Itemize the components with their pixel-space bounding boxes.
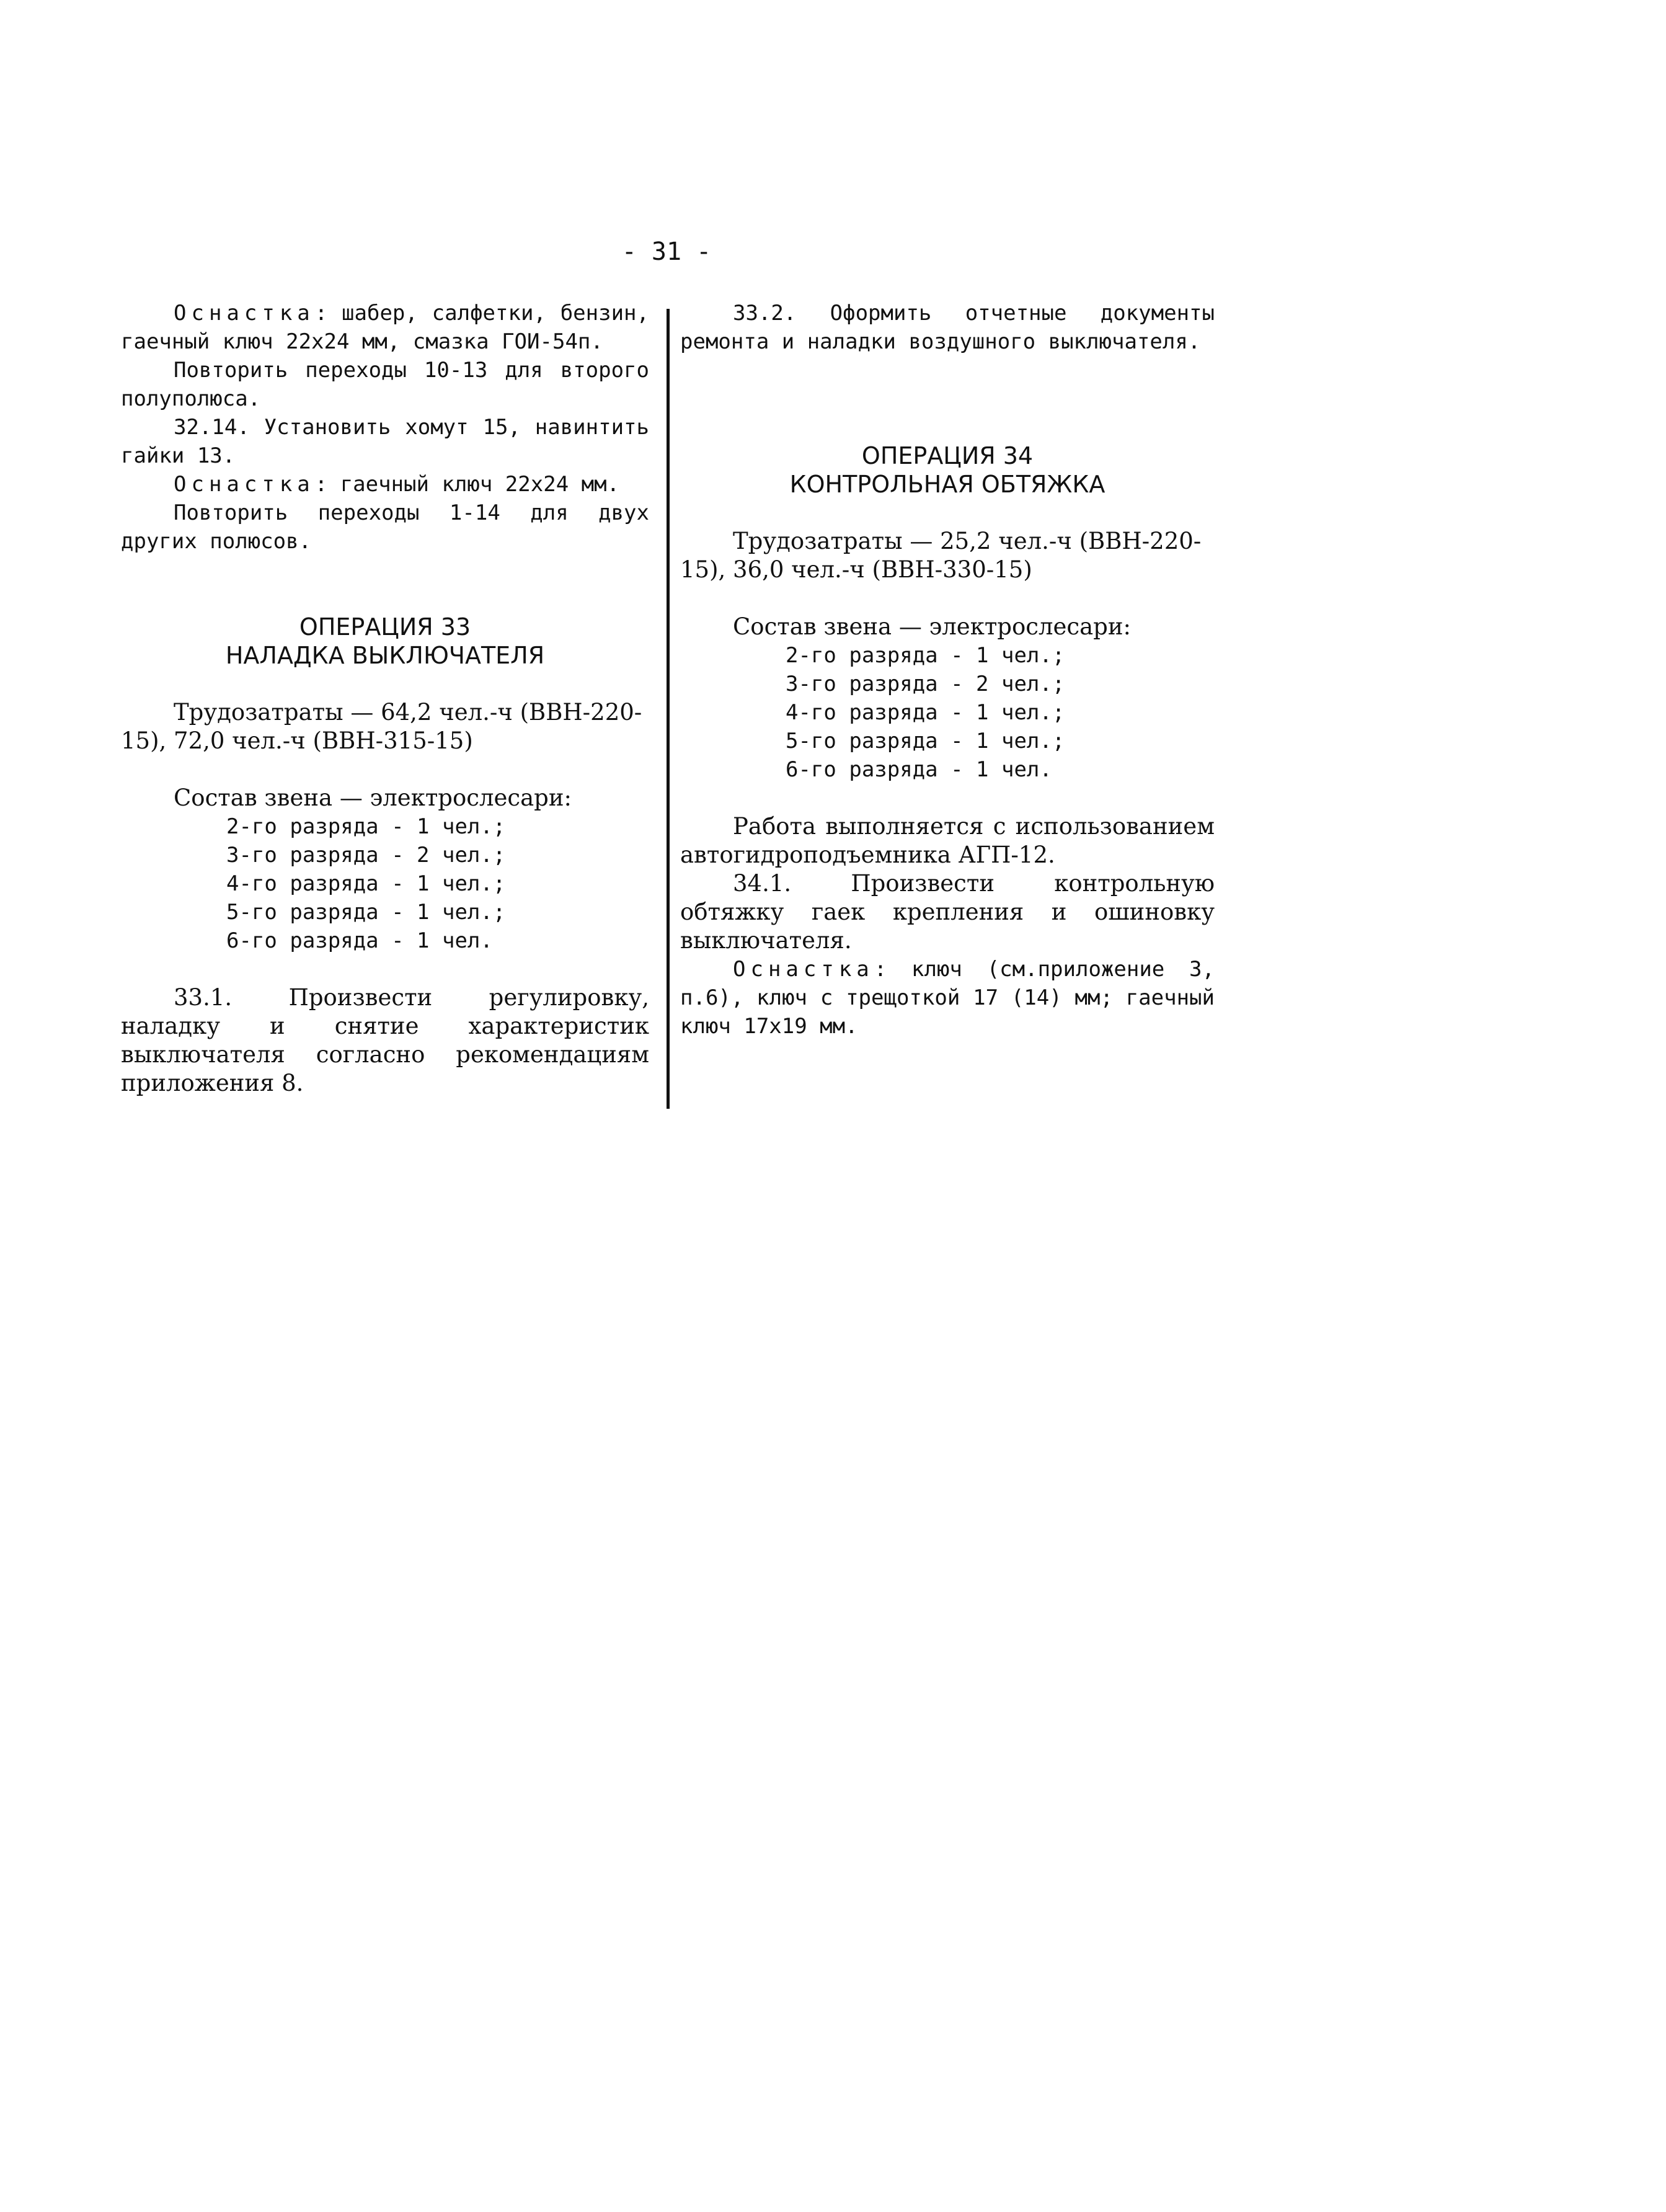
crew-rank-5: 5-го разряда - 1 чел.; [786, 729, 1065, 753]
crew-intro-34: Состав звена — электрослесари: [733, 613, 1131, 640]
tooling-text: : ключ (см.приложение 3, п.6), ключ с трещоткой 17 (14) мм; гаечный ключ 17х19 мм. [680, 957, 1215, 1039]
operation-33-subtitle: НАЛАДКА ВЫКЛЮЧАТЕЛЯ [225, 642, 545, 669]
crew-rank-6: 6-го разряда - 1 чел. [226, 928, 493, 953]
tooling-text: : шабер, салфетки, бензин, гаечный ключ 22х24 мм, смазка ГОИ-54п. [121, 301, 649, 354]
labor-costs-34: Трудозатраты — 25,2 чел.-ч (ВВН-220-15), 36,0 чел.-ч (ВВН-330-15) [680, 528, 1202, 583]
operation-34-subtitle: КОНТРОЛЬНАЯ ОБТЯЖКА [789, 471, 1105, 498]
crew-rank-2: 2-го разряда - 1 чел.; [786, 643, 1065, 668]
tooling-paragraph [121, 299, 649, 356]
step-32-14: 32.14. Установить хомут 15, навинтить гайки 13. [121, 415, 649, 468]
left-column [121, 299, 649, 1098]
page-number: - 31 - [621, 238, 712, 266]
crew-rank-5: 5-го разряда - 1 чел.; [226, 900, 506, 925]
tooling-label: Оснастка [174, 472, 315, 497]
crew-rank-4: 4-го разряда - 1 чел.; [786, 700, 1065, 725]
tooling-paragraph-34 [680, 955, 1215, 1041]
labor-costs-33: Трудозатраты — 64,2 чел.-ч (ВВН-220-15), 72,0 чел.-ч (ВВН-315-15) [121, 699, 642, 754]
tooling-paragraph-2 [121, 470, 649, 499]
crew-intro-33: Состав звена — электрослесари: [174, 784, 572, 811]
crew-rank-3: 3-го разряда - 2 чел.; [226, 843, 506, 868]
operation-33-title: ОПЕРАЦИЯ 33 [299, 613, 471, 641]
repeat-paragraph-2: Повторить переходы 1-14 для двух других полюсов. [121, 500, 649, 554]
tooling-text: : гаечный ключ 22х24 мм. [314, 472, 620, 497]
tooling-label: Оснастка [174, 301, 315, 326]
crew-rank-4: 4-го разряда - 1 чел.; [226, 871, 506, 896]
tooling-label: Оснастка [733, 957, 874, 982]
work-note: Работа выполняется с использованием автогидроподъемника АГП-12. [680, 813, 1215, 868]
crew-rank-3: 3-го разряда - 2 чел.; [786, 672, 1065, 696]
right-column [680, 299, 1215, 1041]
repeat-paragraph: Повторить переходы 10-13 для второго полуполюса. [121, 358, 649, 411]
step-34-1: 34.1. Произвести контрольную обтяжку гаек крепления и ошиновку выключателя. [680, 870, 1215, 954]
column-divider [667, 309, 670, 1109]
crew-rank-6: 6-го разряда - 1 чел. [786, 757, 1052, 782]
operation-34-title: ОПЕРАЦИЯ 34 [861, 442, 1034, 469]
crew-rank-2: 2-го разряда - 1 чел.; [226, 814, 506, 839]
step-33-2: 33.2. Оформить отчетные документы ремонта и наладки воздушного выключателя. [680, 301, 1215, 354]
step-33-1: 33.1. Произвести регулировку, наладку и снятие характеристик выключателя согласно рекомендациям приложения 8. [121, 984, 649, 1096]
